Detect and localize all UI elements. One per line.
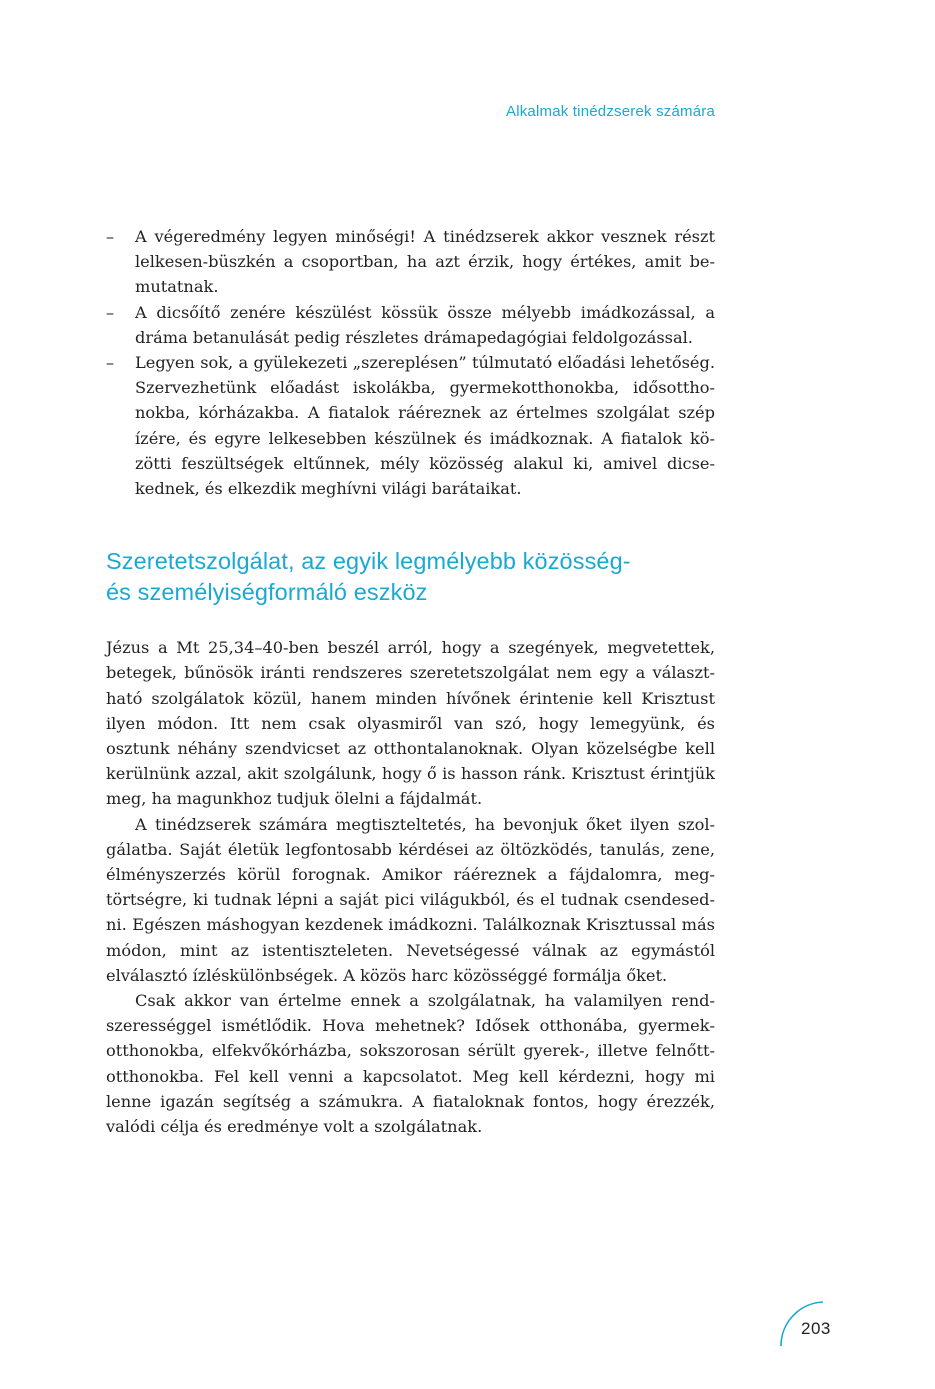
page-number-block (779, 1300, 839, 1350)
dash-marker: – (106, 227, 115, 246)
body-paragraph: A tinédzserek számára megtiszteltetés, ha bevonjuk őket ilyen szolgálatba. Saját életük legfontosabb kérdései az öltözködés, tanulás, zene, élményszerzés körül forognak. Amikor ráéreznek a fájdalomra, megtörtségre, ki tudnak lépni a saját pici világukból, és el tudnak csendesedni. Egészen máshogyan kezdenek imádkozni. Találkoznak Krisztussal más módon, mint az istentiszteleten. Nevetségessé válnak az egymástól elválasztó ízléskülönbségek. A közös harc közösséggé formálja őket. (106, 814, 715, 985)
list-item-text: A végeredmény legyen minőségi! A tinédzserek akkor vesznek részt lelkesen-büszkén a csoportban, ha azt érzik, hogy értékes, amit bemutatnak. (135, 227, 715, 297)
page-body (106, 224, 715, 1139)
page-number: 203 (801, 1319, 831, 1338)
section-title-line2: és személyiségformáló eszköz (106, 579, 428, 606)
list-item-text: Legyen sok, a gyülekezeti „szereplésen” túlmutató előadási lehetőség. Szervezhetünk előadást iskolákba, gyermekotthonokba, idősotthonokba, kórházakba. A fiatalok ráéreznek az értelmes szolgálat szép ízére, és egyre lelkesebben készülnek és imádkoznak. A fiatalok közötti feszültségek eltűnnek, mély közösség alakul ki, amivel dicsekednek, és elkezdik meghívni világi barátaikat. (135, 353, 715, 499)
dash-marker: – (106, 302, 115, 322)
body-paragraph: Jézus a Mt 25,34–40-ben beszél arról, hogy a szegények, megvetettek, betegek, bűnösök iránti rendszeres szeretetszolgálat nem egy a választható szolgálatok közül, hanem minden hívőnek érintenie kell Krisztust ilyen módon. Itt nem csak olyasmiről van szó, hogy lemegyünk, és osztunk néhány szendvicset az otthontalanoknak. Olyan közelségbe kell kerülnünk azzal, akit szolgálunk, hogy ő is hasson ránk. Krisztust érintjük meg, ha magunkhoz tudjuk ölelni a fájdalmát. (106, 638, 715, 809)
bullet-list (106, 224, 715, 501)
list-item (106, 300, 715, 350)
list-item-text: A dicsőítő zenére készülést kössük össze mélyebb imádkozással, a dráma betanulását pedig részletes drámapedagógiai feldolgozással. (135, 302, 715, 347)
list-item (106, 224, 715, 300)
body-paragraph: Csak akkor van értelme ennek a szolgálatnak, ha valamilyen rendszerességgel ismétlődik. Hova mehetnek? Idősek otthonába, gyermekotthonokba, elfekvőkórházba, sokszorosan sérült gyerek-, illetve felnőttotthonokba. Fel kell venni a kapcsolatot. Meg kell kérdezni, hogy mi lenne igazán segítség a számukra. A fiataloknak fontos, hogy érezzék, valódi célja és eredménye volt a szolgálatnak. (106, 991, 715, 1137)
running-head: Alkalmak tinédzserek számára (505, 103, 715, 120)
section-title-line1: Szeretetszolgálat, az egyik legmélyebb közösség- (106, 548, 631, 575)
list-item (106, 350, 715, 501)
section-title (106, 546, 715, 608)
dash-marker: – (106, 353, 115, 373)
